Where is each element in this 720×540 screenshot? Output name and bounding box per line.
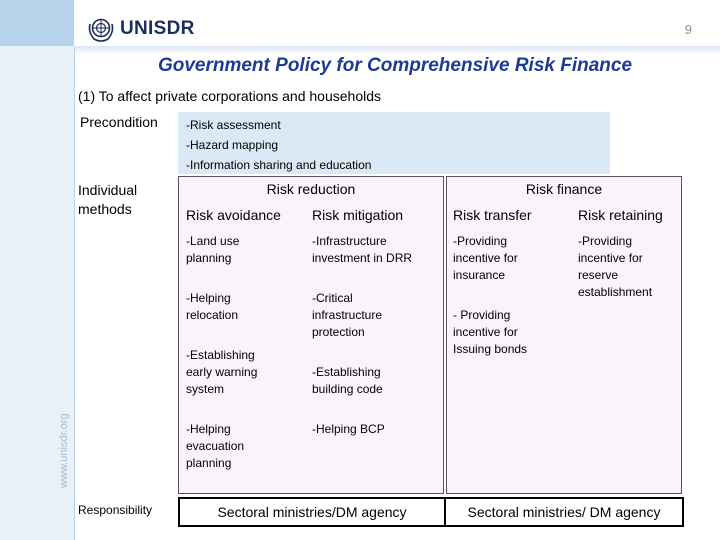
risk-mitigation-item: -Infrastructure investment in DRR	[312, 234, 413, 265]
responsibility-label: Responsibility	[78, 503, 153, 517]
slide-number: 9	[684, 22, 692, 37]
risk-transfer-item: - Providing incentive for Issuing bonds	[453, 308, 528, 356]
page-title: Government Policy for Comprehensive Risk Finance	[157, 55, 633, 76]
risk-avoidance-header: Risk avoidance	[186, 207, 281, 223]
responsibility-reduction-text: Sectoral ministries/DM agency	[217, 504, 407, 520]
risk-avoidance-item: -Establishing early warning system	[186, 348, 258, 396]
risk-mitigation-item: -Establishing building code	[312, 365, 383, 396]
header-corner-block	[0, 0, 74, 46]
risk-mitigation-item: -Helping BCP	[312, 422, 385, 436]
risk-retaining-header: Risk retaining	[578, 207, 663, 223]
precondition-box	[178, 112, 610, 174]
risk-transfer-item: -Providing incentive for insurance	[453, 234, 518, 282]
risk-reduction-box	[178, 176, 444, 494]
precondition-item: -Hazard mapping	[186, 138, 279, 152]
risk-mitigation-item: -Critical infrastructure protection	[312, 291, 383, 339]
individual-methods-label-line: methods	[78, 201, 132, 217]
risk-retaining-item: -Providing incentive for reserve establishment	[578, 234, 653, 299]
risk-transfer-header: Risk transfer	[453, 207, 532, 223]
header-band	[0, 46, 720, 54]
risk-finance-header: Risk finance	[525, 181, 603, 197]
risk-avoidance-item: -Land use planning	[186, 234, 240, 265]
responsibility-finance-text: Sectoral ministries/ DM agency	[467, 504, 661, 520]
website-url: www.unisdr.org	[58, 413, 70, 488]
responsibility-reduction-box	[178, 497, 446, 527]
risk-avoidance-item: -Helping relocation	[186, 291, 239, 322]
risk-reduction-header: Risk reduction	[266, 181, 356, 197]
precondition-label: Precondition	[80, 114, 158, 130]
logo-text: UNISDR	[120, 18, 195, 39]
risk-finance-box	[446, 176, 682, 494]
precondition-item: -Information sharing and education	[186, 158, 372, 172]
risk-avoidance-item: -Helping evacuation planning	[186, 422, 245, 470]
subtitle: (1) To affect private corporations and households	[78, 88, 382, 104]
unisdr-logo	[86, 14, 195, 44]
responsibility-finance-box	[444, 497, 684, 527]
individual-methods-label-line: Individual	[78, 182, 138, 198]
sidebar-divider	[74, 46, 75, 540]
risk-mitigation-header: Risk mitigation	[312, 207, 404, 223]
precondition-item: -Risk assessment	[186, 118, 281, 132]
individual-methods-label	[78, 181, 137, 219]
un-emblem-icon	[86, 14, 116, 44]
